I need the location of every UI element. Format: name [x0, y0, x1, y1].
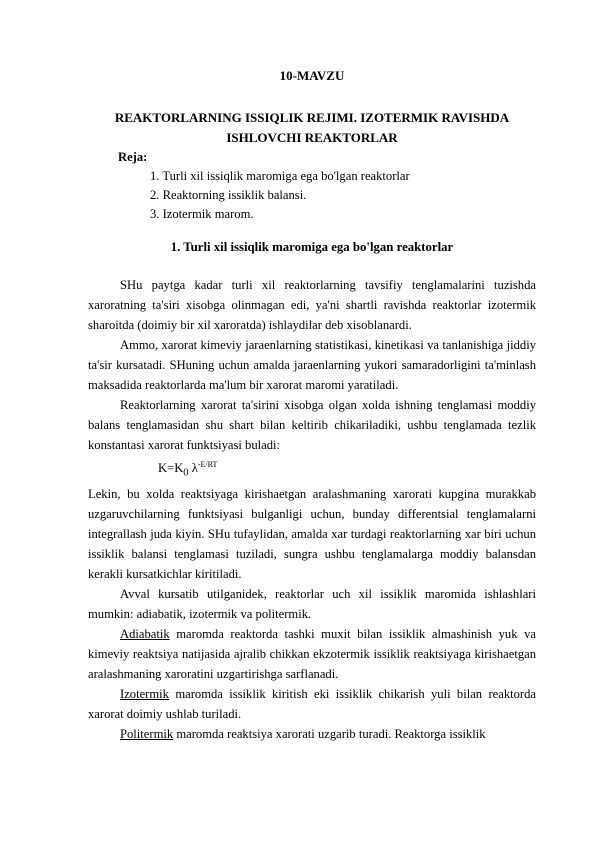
term-adiabatic: Adiabatik: [120, 626, 170, 641]
paragraph: Ammo, xarorat kimeviy jaraenlarning statistikasi, kinetikasi va tanlanishiga jiddiy ta'sir kursatadi. SHuning uchun amalda jaraenlarning yukori samaradorligini ta'minlash maksadida reaktorlarda ma'lum bir xarorat maromi yaratiladi.: [88, 338, 536, 392]
plan-item: 1. Turli xil issiqlik maromiga ega bo'lgan reaktorlar: [150, 169, 410, 183]
paragraph-text: maromda reaktsiya xarorati uzgarib turadi. Reaktorga issiklik: [173, 726, 486, 741]
section-title: 1. Turli xil issiqlik maromiga ega bo'lgan reaktorlar: [170, 240, 454, 254]
plan-label: Reja:: [118, 150, 148, 164]
formula-exponent: -E/RT: [197, 460, 218, 469]
formula-lambda: λ: [188, 461, 198, 476]
plan-list: [150, 167, 536, 224]
plan-item: 2. Reaktorning issiklik balansi.: [150, 188, 307, 202]
paragraph-text: maromda reaktorda tashki muxit bilan issiklik almashinish yuk va kimeviy reaktsiya natijasida ajralib chikkan ekzotermik issiklik reaktsiyaga kirishaetgan aralashmaning xaroratini uzgartirishga sarflanadi.: [88, 626, 536, 681]
paragraph: Reaktorlarning xarorat ta'sirini xisobga olgan xolda ishning tenglamasi moddiy balans tenglamasidan shu shart bilan keltirib chikariladiki, ushbu tenglamada tezlik konstantasi xarorat funktsiyasi buladi:: [88, 398, 536, 452]
topic-title: 10-MAVZU: [279, 68, 345, 83]
paragraph: [88, 684, 536, 724]
main-heading-line1: REAKTORLARNING ISSIQLIK REJIMI. IZOTERMIK RAVISHDA: [114, 110, 510, 125]
main-heading-line2: ISHLOVCHI REAKTORLAR: [226, 130, 398, 145]
term-isothermal: Izotermik: [120, 686, 169, 701]
formula: [158, 455, 536, 484]
paragraph-text: maromda issiklik kiritish eki issiklik chikarish yuli bilan reaktorda xarorat doimiy ushlab turiladi.: [88, 686, 536, 721]
formula-main: K=K: [158, 461, 184, 476]
paragraph: Lekin, bu xolda reaktsiyaga kirishaetgan aralashmaning xarorati kupgina murakkab uzgaruvchilarning funktsiyasi bulganligi uchun, bunday differentsial tenglamalarni integrallash juda kiyin. SHu tufaylidan, amalda xar turdagi reaktorlarning xar biri uchun issiklik balansi tenglamasi tuziladi, sungra ushbu tenglamalarga moddiy balansdan kerakli kursatkichlar kiritiladi.: [88, 486, 536, 581]
paragraph: [88, 624, 536, 684]
formula-subscript: 0: [183, 467, 189, 479]
plan-item: 3. Izotermik marom.: [150, 207, 254, 221]
paragraph: [88, 724, 536, 744]
main-heading: [88, 108, 536, 148]
paragraph: SHu paytga kadar turli xil reaktorlarning tavsifiy tenglamalarini tuzishda xaroratning ta'siri xisobga olinmagan edi, ya'ni shartli ravishda reaktorlar izotermik sharoitda (doimiy bir xil xaroratda) ishlaydilar deb xisoblanardi.: [88, 278, 536, 332]
paragraph: Avval kursatib utilganidek, reaktorlar uch xil issiklik maromida ishlashlari mumkin: adiabatik, izotermik va politermik.: [88, 586, 536, 621]
term-polythermal: Politermik: [120, 726, 174, 741]
